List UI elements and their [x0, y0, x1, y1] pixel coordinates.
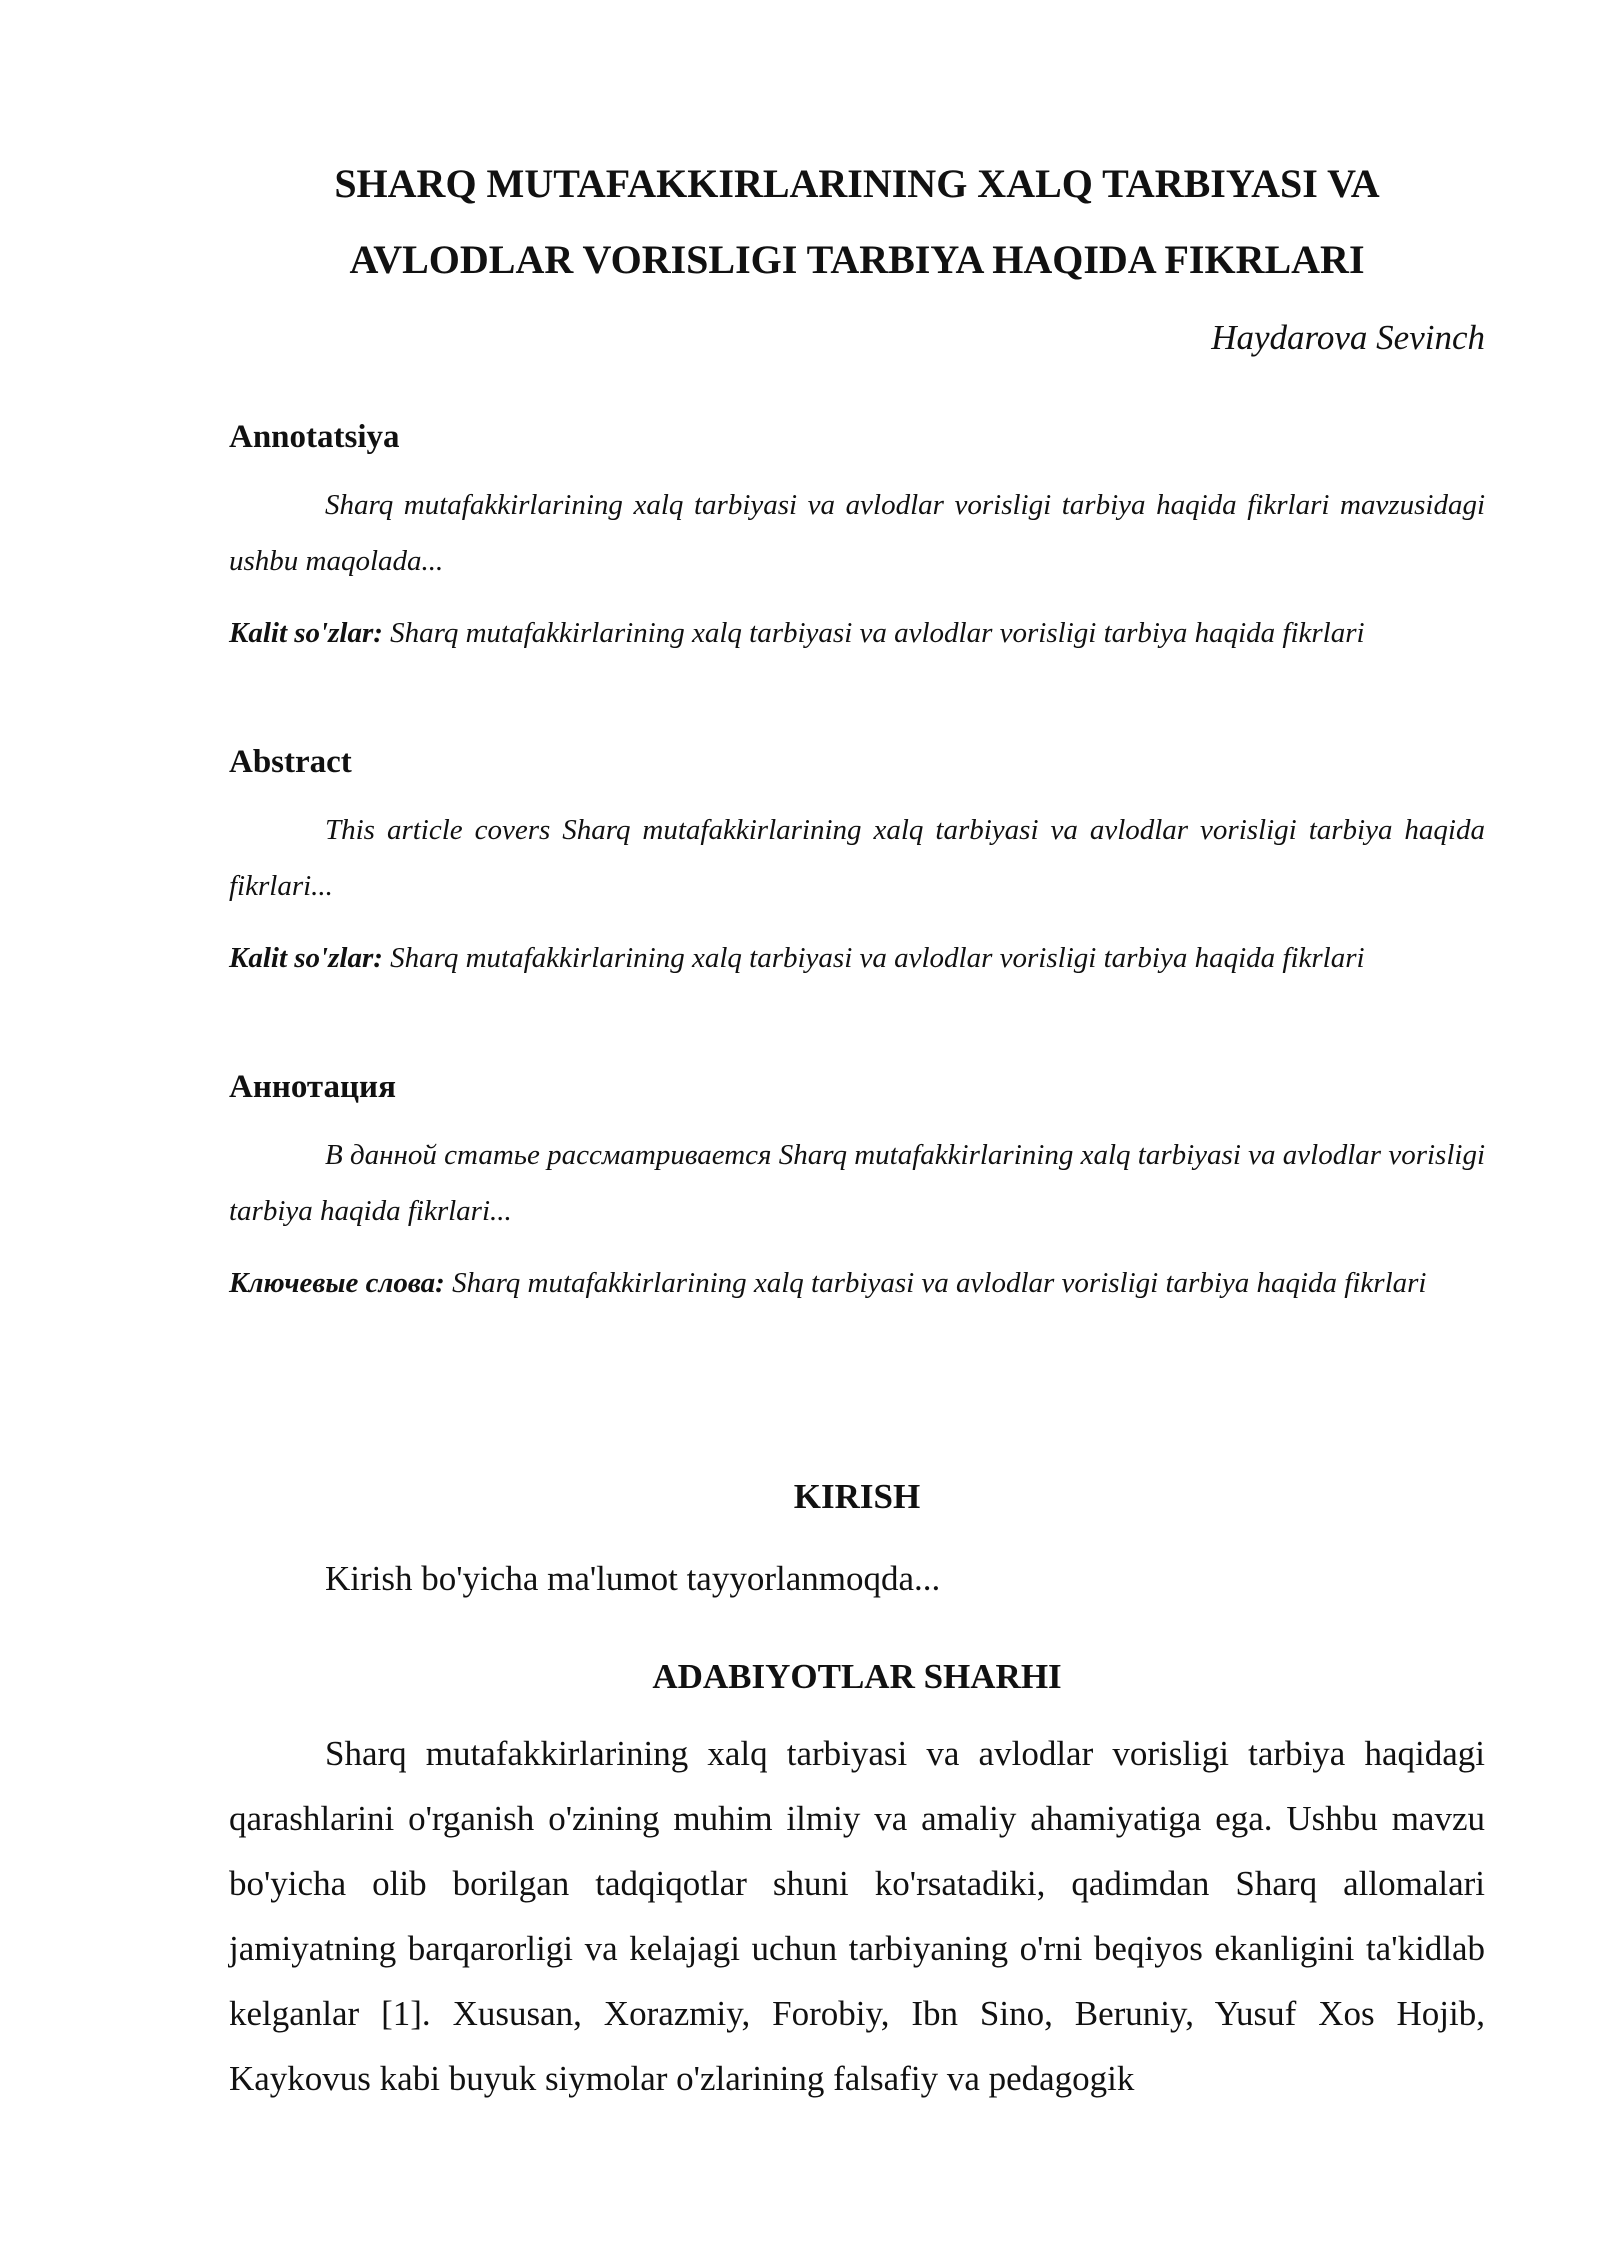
- kirish-text: Kirish bo'yicha ma'lumot tayyorlanmoqda...: [325, 1559, 941, 1598]
- adabiyotlar-heading: ADABIYOTLAR SHARHI: [652, 1657, 1062, 1696]
- abstract-keywords-text: Sharq mutafakkirlarining xalq tarbiyasi va avlodlar vorisligi tarbiya haqida fikrlari: [382, 942, 1365, 974]
- annotatsiya-heading: Annotatsiya: [229, 419, 400, 455]
- paper-title-line-2: AVLODLAR VORISLIGI TARBIYA HAQIDA FIKRLARI: [349, 237, 1365, 282]
- abstract-keywords: [229, 930, 1485, 986]
- annotatsiya-keywords-label: Kalit so'zlar:: [229, 617, 383, 649]
- kirish-heading: KIRISH: [793, 1477, 921, 1516]
- paper-title: [229, 146, 1485, 298]
- abstract-keywords-label: Kalit so'zlar:: [229, 942, 383, 974]
- annotatsiya-ru-keywords-label: Ключевые слова:: [229, 1267, 445, 1299]
- abstract-text: This article covers Sharq mutafakkirlarining xalq tarbiyasi va avlodlar vorisligi tarbiya haqida fikrlari...: [229, 814, 1485, 902]
- paper-title-line-1: SHARQ MUTAFAKKIRLARINING XALQ TARBIYASI VA: [334, 161, 1380, 206]
- annotatsiya-ru-heading: Аннотация: [229, 1069, 396, 1105]
- annotatsiya-keywords-text: Sharq mutafakkirlarining xalq tarbiyasi va avlodlar vorisligi tarbiya haqida fikrlari: [382, 617, 1365, 649]
- annotatsiya-ru-keywords-text: Sharq mutafakkirlarining xalq tarbiyasi va avlodlar vorisligi tarbiya haqida fikrlari: [444, 1267, 1427, 1299]
- annotatsiya-ru-keywords: [229, 1255, 1485, 1311]
- adabiyotlar-text: Sharq mutafakkirlarining xalq tarbiyasi va avlodlar vorisligi tarbiya haqidagi qarashlarini o'rganish o'zining muhim ilmiy va amaliy ahamiyatiga ega. Ushbu mavzu bo'yicha olib borilgan tadqiqotlar shuni ko'rsatadiki, qadimdan Sharq allomalari jamiyatning barqarorligi va kelajagi uchun tarbiyaning o'rni beqiyos ekanligini ta'kidlab kelganlar [1]. Xususan, Xorazmiy, Forobiy, Ibn Sino, Beruniy, Yusuf Xos Hojib, Kaykovus kabi buyuk siymolar o'zlarining falsafiy va pedagogik: [229, 1734, 1485, 2098]
- author-name: Haydarova Sevinch: [1211, 318, 1485, 357]
- annotatsiya-keywords: [229, 605, 1485, 661]
- annotatsiya-text: Sharq mutafakkirlarining xalq tarbiyasi va avlodlar vorisligi tarbiya haqida fikrlari mavzusidagi ushbu maqolada...: [229, 489, 1485, 577]
- annotatsiya-ru-text: В данной статье рассматривается Sharq mutafakkirlarining xalq tarbiyasi va avlodlar vorisligi tarbiya haqida fikrlari...: [229, 1139, 1485, 1227]
- abstract-heading: Abstract: [229, 744, 352, 780]
